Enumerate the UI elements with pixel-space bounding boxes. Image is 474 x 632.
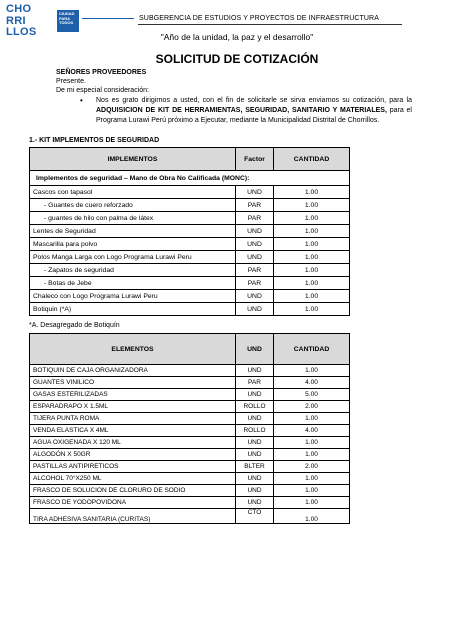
- item-name: Mascarilla para polvo: [30, 238, 236, 251]
- element-name: ALCOHOL 70°X250 ML: [30, 473, 236, 485]
- element-name: FRASCO DE YODOPOVIDONA: [30, 497, 236, 509]
- table-row: [30, 277, 350, 290]
- item-quantity: 1.00: [274, 225, 350, 238]
- item-name: - guantes de hilo con palma de látex: [30, 212, 236, 225]
- column-header-und: UND: [236, 334, 274, 365]
- element-name: ALGODÓN X 50GR: [30, 449, 236, 461]
- table-row: [30, 437, 350, 449]
- table-header-row: [30, 148, 350, 171]
- table-row: [30, 212, 350, 225]
- element-unit: ROLLO: [236, 425, 274, 437]
- logo-line-1: CHO: [6, 3, 32, 15]
- table-row: [30, 199, 350, 212]
- item-unit: UND: [236, 186, 274, 199]
- table-header-row: [30, 334, 350, 365]
- element-unit: ROLLO: [236, 401, 274, 413]
- year-motto: "Año de la unidad, la paz y el desarrollo": [160, 32, 314, 42]
- element-name: VENDA ELASTICA X 4ML: [30, 425, 236, 437]
- column-header-elementos: ELEMENTOS: [30, 334, 236, 365]
- request-text-a: Nos es grato dirigirnos a usted, con el fin de solicitarle se sirva enviarnos su cotización, para la: [96, 97, 412, 104]
- element-quantity: 1.00: [274, 497, 350, 509]
- table-row: [30, 413, 350, 425]
- element-quantity: 1.00: [274, 365, 350, 377]
- table-row: [30, 485, 350, 497]
- item-unit: UND: [236, 290, 274, 303]
- element-name: TIJERA PUNTA ROMA: [30, 413, 236, 425]
- element-unit: BLTER: [236, 461, 274, 473]
- request-text-c: para el Programa Lurawi Perú próximo a Ejecutar, mediante la Municipalidad Distrital de Chorrillos.: [96, 107, 412, 124]
- item-name: Botiquin (*A): [30, 303, 236, 316]
- element-quantity: 1.00: [274, 449, 350, 461]
- item-name: - Guantes de cuero reforzado: [30, 199, 236, 212]
- element-name: PASTILLAS ANTIPIRETICOS: [30, 461, 236, 473]
- item-unit: PAR: [236, 199, 274, 212]
- bullet-icon: •: [80, 96, 83, 105]
- table-subheading: Implementos de seguridad – Mano de Obra No Calificada (MONC):: [30, 171, 350, 186]
- item-unit: UND: [236, 251, 274, 264]
- element-name: TIRA ADHESIVA SANITARIA (CURITAS): [30, 509, 236, 524]
- element-unit: UND: [236, 449, 274, 461]
- table-row: [30, 449, 350, 461]
- first-aid-kit-table: [29, 333, 350, 524]
- table-row: [30, 389, 350, 401]
- table-row: [30, 251, 350, 264]
- table-row: [30, 264, 350, 277]
- element-name: GASAS ESTERILIZADAS: [30, 389, 236, 401]
- table-row: [30, 509, 350, 524]
- item-unit: PAR: [236, 212, 274, 225]
- item-name: - Botas de Jebe: [30, 277, 236, 290]
- element-quantity: 1.00: [274, 473, 350, 485]
- item-unit: PAR: [236, 277, 274, 290]
- item-unit: UND: [236, 225, 274, 238]
- safety-kit-table: [29, 147, 350, 316]
- column-header-cantidad: CANTIDAD: [274, 334, 350, 365]
- table-row: [30, 290, 350, 303]
- table-row: [30, 238, 350, 251]
- item-quantity: 1.00: [274, 238, 350, 251]
- element-name: GUANTES VINILICO: [30, 377, 236, 389]
- element-unit: CTO: [236, 509, 274, 524]
- element-quantity: 4.00: [274, 377, 350, 389]
- element-unit: PAR: [236, 377, 274, 389]
- item-quantity: 1.00: [274, 186, 350, 199]
- element-name: BOTIQUIN DE CAJA ORGANIZADORA: [30, 365, 236, 377]
- column-header-cantidad: CANTIDAD: [274, 148, 350, 171]
- element-unit: UND: [236, 497, 274, 509]
- element-name: ESPARADRAPO X 1.5ML: [30, 401, 236, 413]
- table-row: [30, 365, 350, 377]
- botiquin-note: *A. Desagregado de Botiquín: [29, 322, 120, 329]
- table-row: [30, 425, 350, 437]
- table-row: [30, 497, 350, 509]
- logo-line-2: RRI: [6, 14, 26, 27]
- column-header-factor: Factor: [236, 148, 274, 171]
- item-quantity: 1.00: [274, 277, 350, 290]
- logo-badge: CIUDAD PARA TODOS: [57, 10, 79, 32]
- element-quantity: 5.00: [274, 389, 350, 401]
- element-unit: UND: [236, 365, 274, 377]
- table-subheading-row: [30, 171, 350, 186]
- logo-line-3: LLOS: [6, 26, 37, 38]
- item-name: Chaleco con Logo Programa Lurawi Peru: [30, 290, 236, 303]
- element-unit: UND: [236, 413, 274, 425]
- item-unit: UND: [236, 303, 274, 316]
- table-row: [30, 461, 350, 473]
- request-text-bold: ADQUISICION DE KIT DE HERRAMIENTAS, SEGURIDAD, SANITARIO Y MATERIALES,: [96, 107, 387, 114]
- element-quantity: 1.00: [274, 509, 350, 524]
- item-name: Polos Manga Larga con Logo Programa Lurawi Peru: [30, 251, 236, 264]
- element-quantity: 1.00: [274, 437, 350, 449]
- item-name: Lentes de Seguridad: [30, 225, 236, 238]
- table-row: [30, 303, 350, 316]
- item-unit: UND: [236, 238, 274, 251]
- item-name: - Zapatos de seguridad: [30, 264, 236, 277]
- item-quantity: 1.00: [274, 303, 350, 316]
- header-divider: [138, 24, 402, 25]
- element-unit: UND: [236, 437, 274, 449]
- table-row: [30, 186, 350, 199]
- element-quantity: 2.00: [274, 461, 350, 473]
- element-unit: UND: [236, 485, 274, 497]
- element-quantity: 4.00: [274, 425, 350, 437]
- table-row: [30, 473, 350, 485]
- request-paragraph: [96, 96, 412, 126]
- element-quantity: 1.00: [274, 485, 350, 497]
- item-quantity: 1.00: [274, 251, 350, 264]
- subgerencia-heading: SUBGERENCIA DE ESTUDIOS Y PROYECTOS DE INFRAESTRUCTURA: [139, 15, 379, 22]
- presente-line: Presente.: [56, 78, 86, 85]
- consideracion-line: De mi especial consideración:: [56, 87, 149, 94]
- element-quantity: 1.00: [274, 413, 350, 425]
- element-unit: UND: [236, 473, 274, 485]
- item-quantity: 1.00: [274, 199, 350, 212]
- logo-rule: [82, 18, 134, 19]
- item-unit: PAR: [236, 264, 274, 277]
- table-row: [30, 401, 350, 413]
- item-quantity: 1.00: [274, 290, 350, 303]
- element-unit: UND: [236, 389, 274, 401]
- item-quantity: 1.00: [274, 212, 350, 225]
- item-quantity: 1.00: [274, 264, 350, 277]
- column-header-implementos: IMPLEMENTOS: [30, 148, 236, 171]
- element-name: AGUA OXIGENADA X 120 ML: [30, 437, 236, 449]
- document-title: SOLICITUD DE COTIZACIÓN: [155, 52, 319, 66]
- element-quantity: 2.00: [274, 401, 350, 413]
- table-row: [30, 377, 350, 389]
- table-row: [30, 225, 350, 238]
- item-name: Cascos con tapasol: [30, 186, 236, 199]
- section-1-heading: 1.- KIT IMPLEMENTOS DE SEGURIDAD: [29, 137, 160, 144]
- recipients-line: SEÑORES PROVEEDORES: [56, 69, 147, 76]
- element-name: FRASCO DE SOLUCION DE CLORURO DE SODIO: [30, 485, 236, 497]
